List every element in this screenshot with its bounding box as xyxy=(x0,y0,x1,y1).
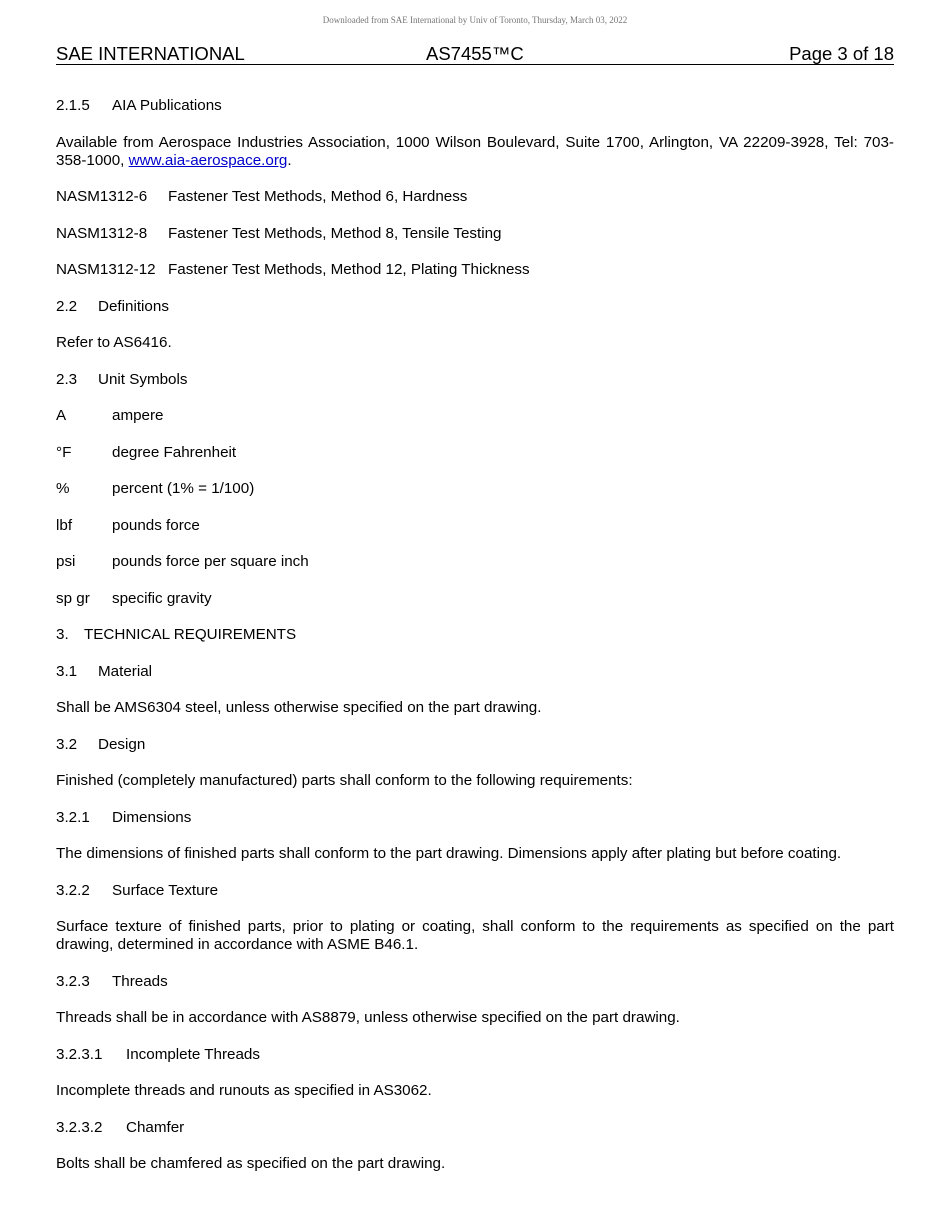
section-number: 2.3 xyxy=(56,370,78,388)
section-heading-3-2-2 xyxy=(56,882,894,900)
section-title: AIA Publications xyxy=(112,97,222,114)
document-body xyxy=(56,97,894,1192)
section-number: 3.2.1 xyxy=(56,808,90,826)
threads-paragraph: Threads shall be in accordance with AS8879, unless otherwise specified on the part drawing. xyxy=(56,1009,680,1026)
section-title: Definitions xyxy=(98,297,169,315)
surface-texture-paragraph: Surface texture of finished parts, prior to plating or coating, shall conform to the requirements as specified on the part drawing, determined in accordance with ASME B46.1. xyxy=(56,918,894,953)
unit-symbol-row xyxy=(56,517,894,535)
section-number: 3. xyxy=(56,626,69,643)
section-heading-3-2-1 xyxy=(56,809,894,827)
reference-title: Fastener Test Methods, Method 12, Plating Thickness xyxy=(168,261,530,278)
unit-symbol-row xyxy=(56,480,894,498)
section-heading-3-2-3-2 xyxy=(56,1119,894,1137)
section-heading-3-1 xyxy=(56,663,894,681)
section-number: 3.2.3.1 xyxy=(56,1045,103,1063)
section-heading-2-1-5 xyxy=(56,97,894,115)
unit-description: pounds force xyxy=(112,516,200,534)
section-title: Unit Symbols xyxy=(98,370,188,388)
section-heading-2-3 xyxy=(56,371,894,389)
aia-website-link[interactable]: www.aia-aerospace.org xyxy=(128,151,288,169)
incomplete-threads-paragraph: Incomplete threads and runouts as specified in AS3062. xyxy=(56,1082,432,1099)
unit-symbol: A xyxy=(56,407,67,424)
section-title: Surface Texture xyxy=(112,881,219,899)
section-heading-3-2 xyxy=(56,736,894,754)
unit-symbol: sp gr xyxy=(56,589,90,607)
section-heading-3 xyxy=(56,626,894,644)
unit-description: pounds force per square inch xyxy=(112,553,309,570)
section-number: 3.2.3 xyxy=(56,972,90,990)
section-title: TECHNICAL REQUIREMENTS xyxy=(84,626,297,643)
page-header xyxy=(56,43,894,65)
dimensions-paragraph: The dimensions of finished parts shall conform to the part drawing. Dimensions apply after plating but before coating. xyxy=(56,845,842,862)
section-number: 3.1 xyxy=(56,662,78,680)
download-watermark: Downloaded from SAE International by Univ of Toronto, Thursday, March 03, 2022 xyxy=(322,15,628,25)
section-title: Design xyxy=(98,735,146,753)
section-title: Dimensions xyxy=(112,808,192,826)
reference-item xyxy=(56,188,894,206)
reference-item xyxy=(56,225,894,243)
header-page-number: Page 3 of 18 xyxy=(789,43,894,64)
section-title: Chamfer xyxy=(126,1118,185,1136)
section-number: 3.2 xyxy=(56,735,78,753)
reference-code: NASM1312-6 xyxy=(56,188,148,205)
header-document-number: AS7455™C xyxy=(426,43,524,64)
aia-text-end: . xyxy=(287,151,292,169)
unit-description: percent (1% = 1/100) xyxy=(112,480,255,497)
reference-title: Fastener Test Methods, Method 8, Tensile Testing xyxy=(168,224,502,242)
unit-symbol-row xyxy=(56,407,894,425)
section-heading-3-2-3-1 xyxy=(56,1046,894,1064)
unit-symbol-row xyxy=(56,590,894,608)
section-heading-2-2 xyxy=(56,298,894,316)
section-number: 2.1.5 xyxy=(56,97,90,114)
unit-symbol: lbf xyxy=(56,516,73,534)
section-heading-3-2-3 xyxy=(56,973,894,991)
section-number: 3.2.3.2 xyxy=(56,1118,103,1136)
aia-text: Available from Aerospace Industries Association, 1000 Wilson Boulevard, Suite 1700, Arlington, VA 22209-3928, Tel: 703-358-1000, xyxy=(56,133,894,169)
unit-symbol-row xyxy=(56,553,894,571)
unit-description: degree Fahrenheit xyxy=(112,443,237,461)
reference-title: Fastener Test Methods, Method 6, Hardness xyxy=(168,188,468,205)
unit-symbol: % xyxy=(56,480,70,497)
unit-description: specific gravity xyxy=(112,589,212,607)
header-organization: SAE INTERNATIONAL xyxy=(56,43,245,64)
section-number: 3.2.2 xyxy=(56,881,90,899)
unit-symbol: °F xyxy=(56,443,72,461)
reference-item xyxy=(56,261,894,279)
section-number: 2.2 xyxy=(56,297,78,315)
reference-code: NASM1312-8 xyxy=(56,224,148,242)
section-title: Threads xyxy=(112,972,168,990)
section-title: Material xyxy=(98,662,153,680)
definitions-paragraph: Refer to AS6416. xyxy=(56,334,172,351)
unit-symbol: psi xyxy=(56,553,76,570)
reference-code: NASM1312-12 xyxy=(56,261,156,278)
unit-description: ampere xyxy=(112,407,164,424)
design-paragraph: Finished (completely manufactured) parts shall conform to the following requirements: xyxy=(56,772,633,789)
chamfer-paragraph: Bolts shall be chamfered as specified on the part drawing. xyxy=(56,1155,446,1172)
aia-availability-paragraph xyxy=(56,134,894,170)
unit-symbol-row xyxy=(56,444,894,462)
material-paragraph: Shall be AMS6304 steel, unless otherwise specified on the part drawing. xyxy=(56,699,542,716)
section-title: Incomplete Threads xyxy=(126,1045,260,1063)
